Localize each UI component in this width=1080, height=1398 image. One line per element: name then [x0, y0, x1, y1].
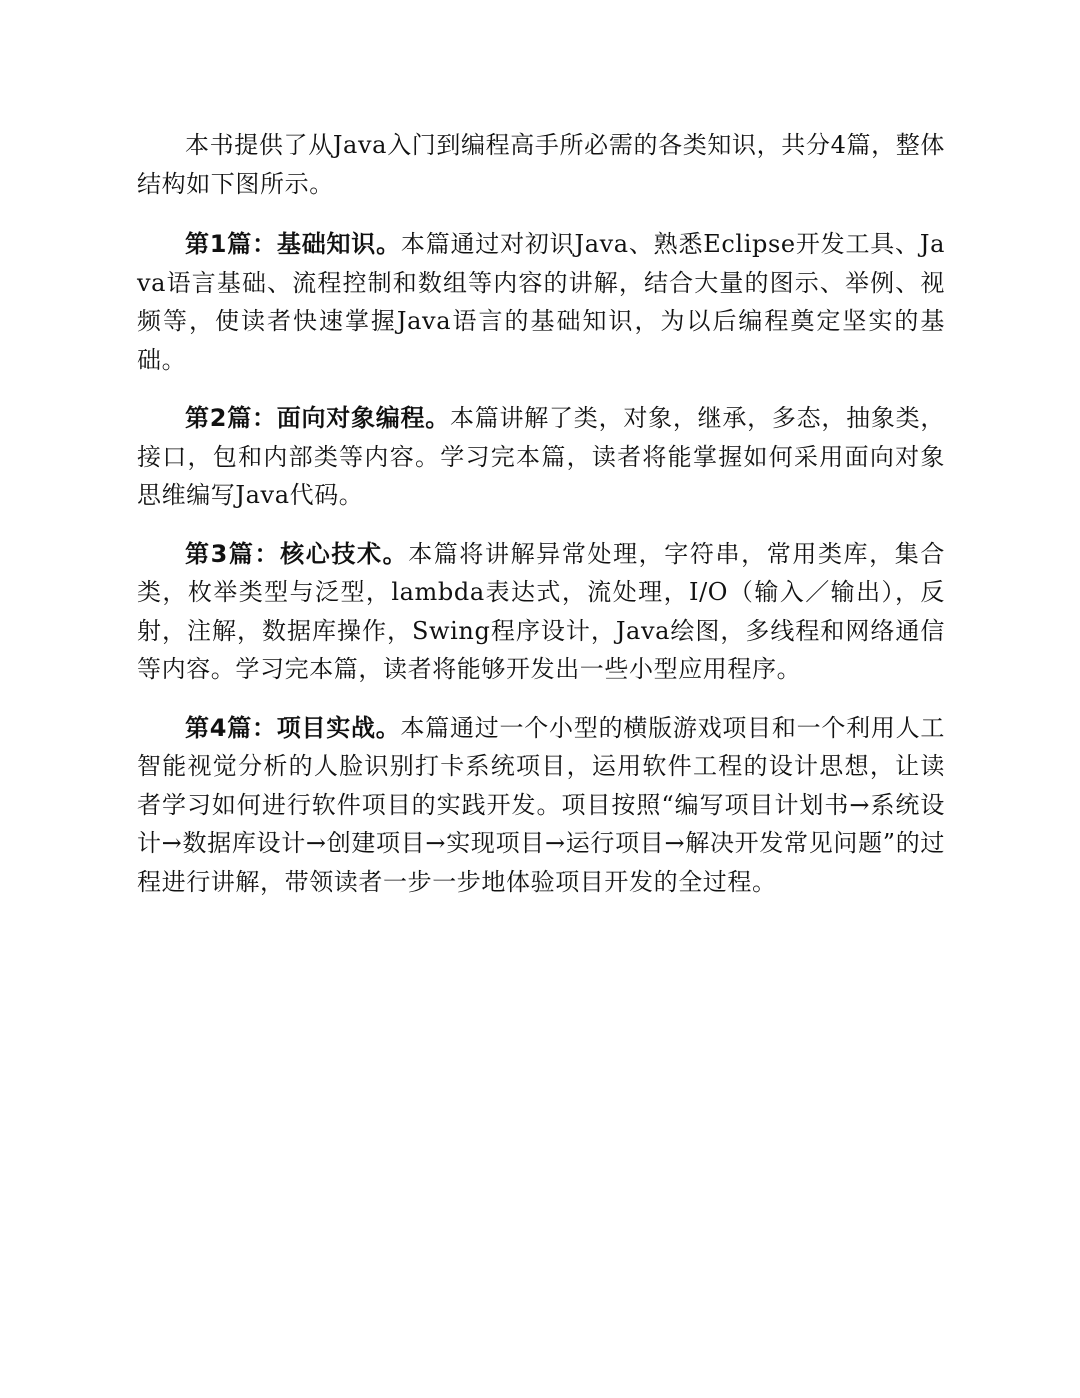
part-1-paragraph — [137, 225, 945, 379]
part-4-body: 本篇通过一个小型的横版游戏项目和一个利用人工智能视觉分析的人脸识别打卡系统项目，运用软件工程的设计思想，让读者学习如何进行软件项目的实践开发。项目按照“编写项目计划书→系统设计→数据库设计→创建项目→实现项目→运行项目→解决开发常见问题”的过程进行讲解，带领读者一步一步地体验项目开发的全过程。 — [137, 713, 945, 896]
part-1-body: 本篇通过对初识Java、熟悉Eclipse开发工具、Java语言基础、流程控制和数组等内容的讲解，结合大量的图示、举例、视频等，使读者快速掌握Java语言的基础知识，为以后编程奠定坚实的基础。 — [137, 230, 945, 374]
part-2-heading: 第2篇：面向对象编程。 — [185, 404, 451, 432]
part-1-heading: 第1篇：基础知识。 — [185, 230, 401, 258]
part-2-body: 本篇讲解了类，对象，继承，多态，抽象类，接口，包和内部类等内容。学习完本篇，读者将能掌握如何采用面向对象思维编写Java代码。 — [137, 404, 945, 509]
part-4-heading: 第4篇：项目实战。 — [185, 713, 401, 742]
part-3-paragraph — [137, 535, 945, 689]
intro-paragraph: 本书提供了从Java入门到编程高手所必需的各类知识，共分4篇，整体结构如下图所示。 — [137, 131, 945, 198]
document-page — [137, 126, 945, 921]
part-3-heading: 第3篇：核心技术。 — [185, 539, 409, 568]
part-4-paragraph — [137, 709, 945, 902]
part-3-body: 本篇将讲解异常处理，字符串，常用类库，集合类，枚举类型与泛型，lambda表达式，流处理，I/O（输入／输出），反射，注解，数据库操作，Swing程序设计，Java绘图，多线程和网络通信等内容。学习完本篇，读者将能够开发出一些小型应用程序。 — [137, 539, 945, 683]
part-2-paragraph — [137, 399, 945, 515]
